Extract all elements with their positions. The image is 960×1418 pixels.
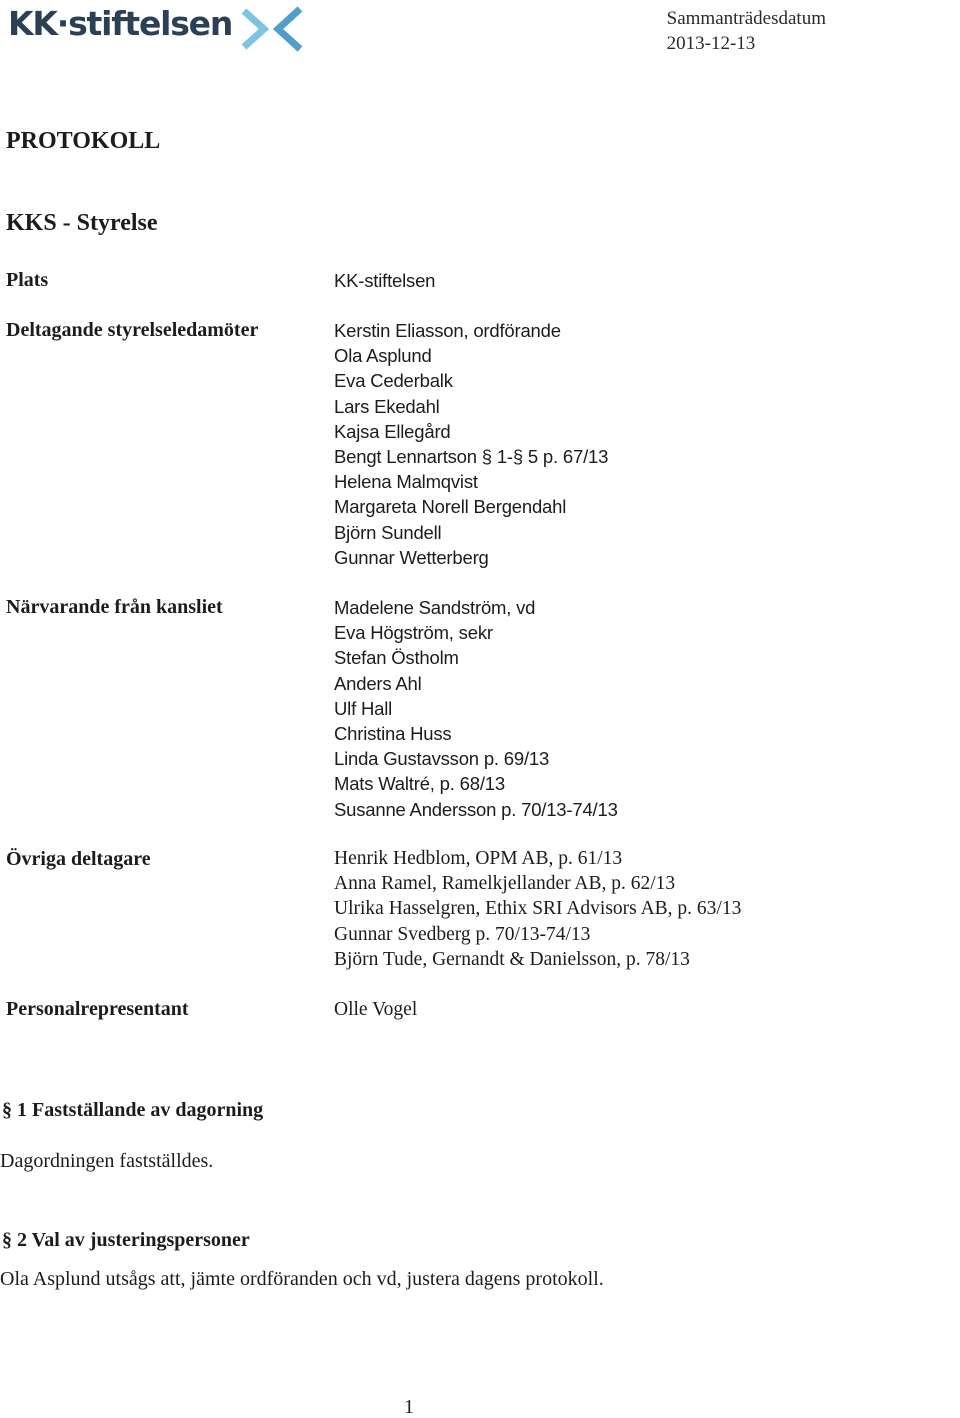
list-item: Helena Malmqvist [334, 471, 478, 493]
staff-representative-label: Personalrepresentant [6, 998, 189, 1020]
list-item: Björn Sundell [334, 521, 442, 543]
list-item: Bengt Lennartson § 1-§ 5 p. 67/13 [334, 446, 609, 468]
list-item: Björn Tude, Gernandt & Danielsson, p. 78/13 [334, 948, 690, 970]
list-item: Linda Gustavsson p. 69/13 [334, 748, 550, 770]
list-item: Eva Cederbalk [334, 370, 453, 392]
list-item: Mats Waltré, p. 68/13 [334, 773, 505, 795]
list-item: Stefan Östholm [334, 647, 459, 669]
section-1-heading: § 1 Fastställande av dagorning [2, 1099, 264, 1121]
plats-entries [334, 268, 435, 293]
list-item: Gunnar Wetterberg [334, 546, 489, 568]
plats-label: Plats [6, 269, 49, 291]
list-item: Olle Vogel [334, 999, 418, 1020]
list-item: Ola Asplund [334, 345, 432, 367]
list-item: Margareta Norell Bergendahl [334, 496, 567, 518]
meeting-date-block [667, 6, 826, 56]
list-item: Christina Huss [334, 723, 452, 745]
section-2-heading: § 2 Val av justeringspersoner [2, 1229, 250, 1251]
page-number: 1 [404, 1396, 414, 1418]
list-item: Kerstin Eliasson, ordförande [334, 320, 561, 341]
list-item: Kajsa Ellegård [334, 420, 451, 442]
list-item: KK-stiftelsen [334, 270, 436, 291]
other-participants-list [334, 846, 741, 972]
section-1-text: Dagordningen fastställdes. [0, 1150, 214, 1172]
board-members-list [334, 318, 608, 570]
list-item: Gunnar Svedberg p. 70/13-74/13 [334, 923, 591, 945]
list-item: Susanne Andersson p. 70/13-74/13 [334, 798, 618, 820]
board-members-label: Deltagande styrelseledamöter [6, 319, 259, 341]
other-participants-label: Övriga deltagare [6, 848, 151, 870]
board-title: KKS - Styrelse [6, 210, 158, 236]
office-staff-label: Närvarande från kansliet [6, 596, 223, 618]
chevron-logo-icon [238, 5, 310, 53]
list-item: Henrik Hedblom, OPM AB, p. 61/13 [334, 848, 623, 869]
office-staff-list [334, 595, 618, 822]
logo-text: KK·stiftelsen [8, 4, 233, 43]
list-item: Anders Ahl [334, 672, 422, 694]
kk-stiftelsen-logo [8, 2, 310, 53]
date-value: 2013-12-13 [666, 33, 756, 54]
list-item: Ulf Hall [334, 697, 393, 719]
list-item: Anna Ramel, Ramelkjellander AB, p. 62/13 [334, 873, 676, 895]
date-label: Sammanträdesdatum [666, 8, 826, 29]
list-item: Ulrika Hasselgren, Ethix SRI Advisors AB, p. 63/13 [334, 898, 742, 920]
list-item: Madelene Sandström, vd [334, 597, 536, 618]
list-item: Lars Ekedahl [334, 395, 440, 417]
section-2-text: Ola Asplund utsågs att, jämte ordföranden och vd, justera dagens protokoll. [0, 1268, 604, 1290]
staff-representative-entries [334, 997, 417, 1022]
document-title: PROTOKOLL [6, 128, 161, 154]
list-item: Eva Högström, sekr [334, 622, 493, 644]
